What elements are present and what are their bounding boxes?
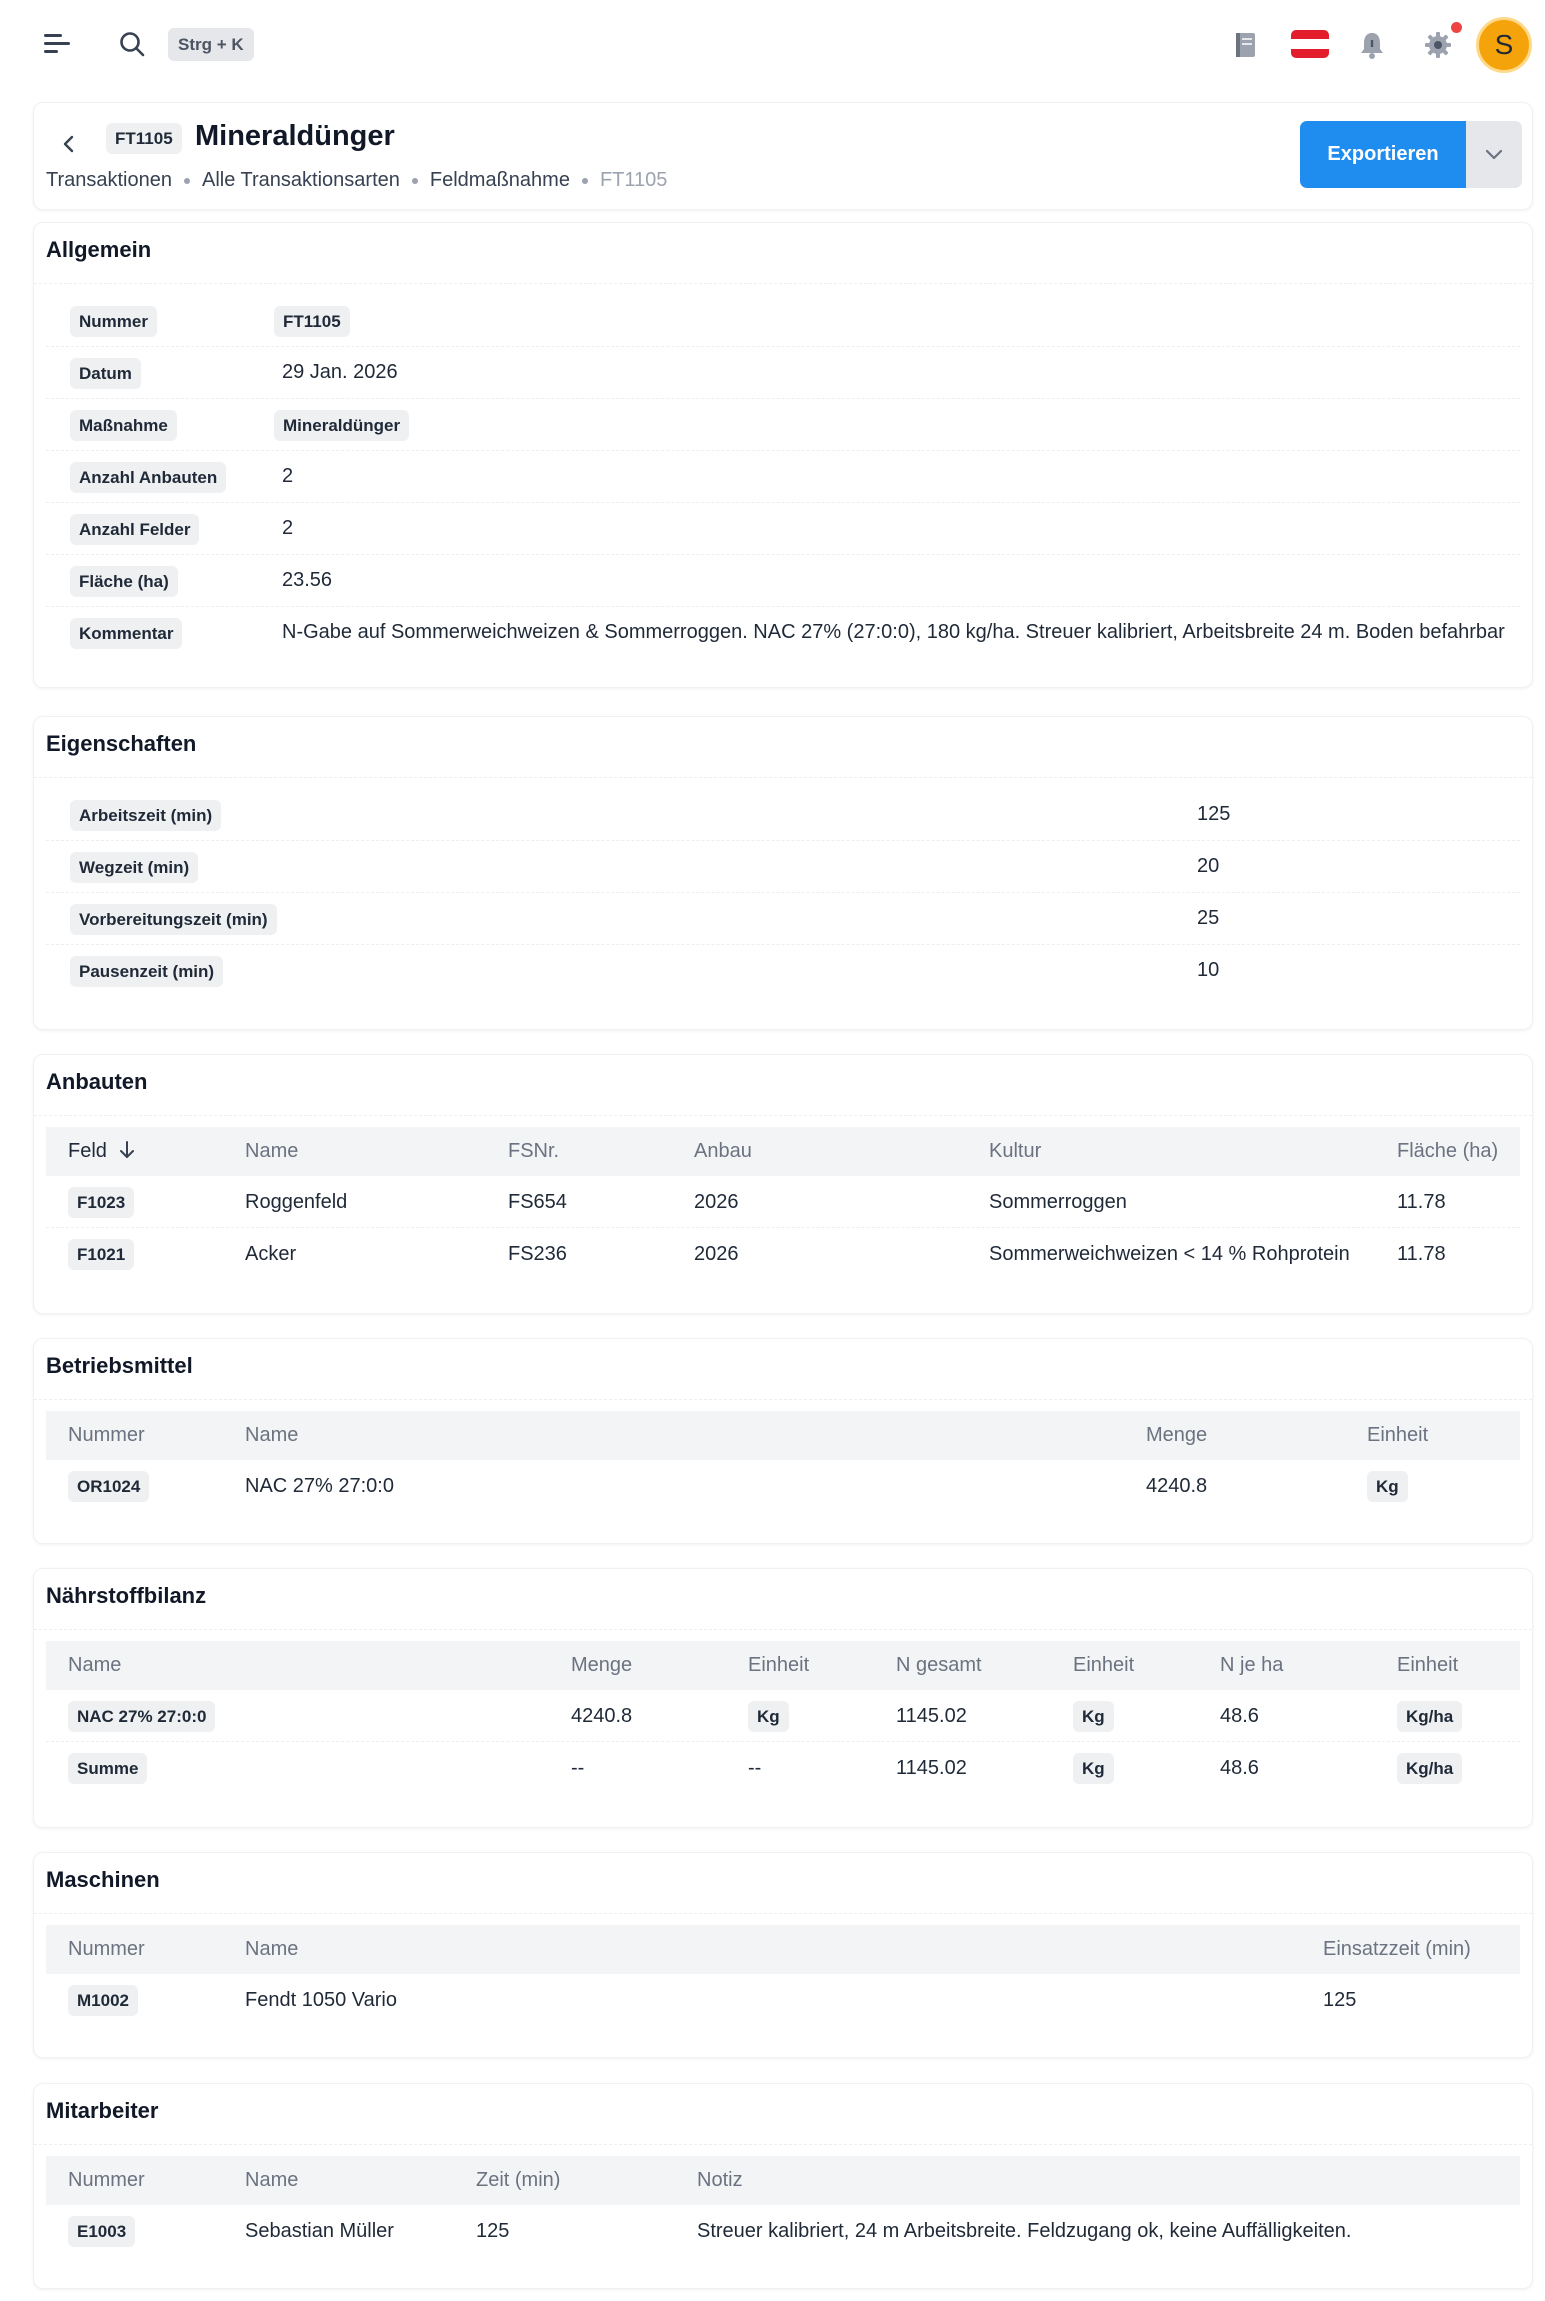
column-header[interactable]: Notiz <box>697 2169 743 2191</box>
column-header[interactable]: Name <box>245 1424 299 1446</box>
section-title: Betriebsmittel <box>46 1353 193 1378</box>
section-maschinen <box>33 1852 1533 2058</box>
column-header[interactable]: Einheit <box>748 1654 810 1676</box>
kv-row <box>46 607 1520 659</box>
table-cell: Sommerroggen <box>989 1191 1127 1213</box>
breadcrumb-item[interactable]: Transaktionen <box>46 169 172 191</box>
export-button[interactable]: Exportieren <box>1300 121 1466 188</box>
kv-label: Pausenzeit (min) <box>70 956 223 987</box>
table-cell: FS236 <box>508 1243 567 1265</box>
table-cell: 4240.8 <box>571 1705 633 1727</box>
table-row[interactable] <box>46 1228 1520 1280</box>
column-header[interactable]: Name <box>245 1140 299 1162</box>
menu-icon[interactable] <box>44 32 70 56</box>
field-chip: F1023 <box>68 1187 134 1218</box>
column-header[interactable]: N gesamt <box>896 1654 982 1676</box>
field-chip: F1021 <box>68 1239 134 1270</box>
table-cell: -- <box>571 1757 585 1779</box>
table-cell: 1145.02 <box>896 1705 967 1727</box>
table-row[interactable] <box>46 1176 1520 1228</box>
section-eigenschaften <box>33 716 1533 1030</box>
table-cell: 2026 <box>694 1191 739 1213</box>
section-mitarbeiter <box>33 2083 1533 2289</box>
avatar[interactable]: S <box>1476 17 1532 73</box>
column-header[interactable]: Einheit <box>1073 1654 1135 1676</box>
unit-chip: Kg/ha <box>1397 1701 1462 1732</box>
kv-row <box>46 945 1520 997</box>
book-icon[interactable] <box>1228 28 1262 62</box>
kv-value: 2 <box>282 465 294 487</box>
id-chip: M1002 <box>68 1985 138 2016</box>
column-header[interactable]: Einheit <box>1367 1424 1429 1446</box>
table-cell: 48.6 <box>1220 1757 1259 1779</box>
section-naehrstoffbilanz <box>33 1568 1533 1828</box>
kv-value: 29 Jan. 2026 <box>282 361 398 383</box>
kv-label: Wegzeit (min) <box>70 852 198 883</box>
breadcrumb <box>46 169 667 192</box>
kv-value: 20 <box>1197 855 1220 877</box>
table-cell: Streuer kalibriert, 24 m Arbeitsbreite. Feldzugang ok, keine Auffälligkeiten. <box>697 2220 1352 2242</box>
kv-value: 125 <box>1197 803 1231 825</box>
chevron-down-icon <box>1466 121 1522 188</box>
table-header <box>46 1411 1520 1460</box>
kv-row <box>46 295 1520 347</box>
table-cell: NAC 27% 27:0:0 <box>245 1475 394 1497</box>
id-chip: OR1024 <box>68 1471 149 1502</box>
section-anbauten <box>33 1054 1533 1314</box>
page-title: Mineraldünger <box>195 120 395 152</box>
kv-label: Nummer <box>70 306 157 337</box>
kv-value: 25 <box>1197 907 1220 929</box>
unit-chip: Kg <box>1367 1471 1408 1502</box>
austria-flag-icon[interactable] <box>1291 30 1329 58</box>
kv-value-chip: FT1105 <box>274 306 350 337</box>
section-title: Maschinen <box>46 1867 160 1892</box>
kv-value: 23.56 <box>282 569 333 591</box>
table-cell: Sommerweichweizen < 14 % Rohprotein <box>989 1243 1350 1265</box>
back-icon[interactable] <box>58 127 80 161</box>
kv-label: Fläche (ha) <box>70 566 178 597</box>
table-row[interactable] <box>46 1690 1520 1742</box>
kv-row <box>46 503 1520 555</box>
kv-value-chip: Mineraldünger <box>274 410 409 441</box>
kv-row <box>46 789 1520 841</box>
kv-label: Datum <box>70 358 141 389</box>
table-cell: 4240.8 <box>1146 1475 1208 1497</box>
section-title: Allgemein <box>46 237 152 262</box>
unit-chip: Kg <box>748 1701 789 1732</box>
section-betriebsmittel <box>33 1338 1533 1544</box>
kv-value: 10 <box>1197 959 1220 981</box>
section-allgemein <box>33 222 1533 688</box>
column-header[interactable]: Name <box>68 1654 122 1676</box>
table-cell: Roggenfeld <box>245 1191 348 1213</box>
table-header <box>46 2156 1520 2205</box>
breadcrumb-current: FT1105 <box>599 169 668 191</box>
name-chip: NAC 27% 27:0:0 <box>68 1701 215 1732</box>
kv-row <box>46 841 1520 893</box>
kv-row <box>46 451 1520 503</box>
breadcrumb-item[interactable]: Alle Transaktionsarten <box>202 169 400 191</box>
kv-row <box>46 399 1520 451</box>
column-header[interactable]: FSNr. <box>508 1140 560 1162</box>
sort-arrow-down-icon <box>118 1140 136 1160</box>
search-icon[interactable] <box>118 30 146 58</box>
section-title: Mitarbeiter <box>46 2098 159 2123</box>
bell-icon[interactable] <box>1355 28 1389 62</box>
notification-dot <box>1451 22 1462 33</box>
section-title: Eigenschaften <box>46 731 197 756</box>
top-bar <box>0 0 1545 90</box>
table-cell: 11.78 <box>1397 1243 1446 1265</box>
table-cell: 48.6 <box>1220 1705 1259 1727</box>
table-row[interactable] <box>46 1742 1520 1794</box>
kv-label: Anzahl Anbauten <box>70 462 226 493</box>
column-header[interactable]: Name <box>245 1938 299 1960</box>
header-card <box>33 102 1533 210</box>
kv-value: 2 <box>282 517 294 539</box>
search-shortcut-hint[interactable]: Strg + K <box>168 28 254 61</box>
column-header[interactable]: Zeit (min) <box>476 2169 561 2191</box>
table-cell: Fendt 1050 Vario <box>245 1989 397 2011</box>
table-cell: 11.78 <box>1397 1191 1446 1213</box>
kv-label: Kommentar <box>70 618 182 649</box>
table-cell: Sebastian Müller <box>245 2220 394 2242</box>
gear-icon[interactable] <box>1421 28 1455 62</box>
table-cell: 125 <box>1323 1989 1357 2011</box>
kv-label: Maßnahme <box>70 410 177 441</box>
column-header[interactable]: Menge <box>1146 1424 1208 1446</box>
table-header <box>46 1127 1520 1176</box>
table-cell: -- <box>748 1757 762 1779</box>
breadcrumb-item[interactable]: Feldmaßnahme <box>429 169 570 191</box>
column-header-feld[interactable]: Feld <box>68 1140 136 1163</box>
column-header[interactable]: Nummer <box>68 1938 145 1960</box>
table-cell: FS654 <box>508 1191 567 1213</box>
column-header[interactable]: Einheit <box>1397 1654 1459 1676</box>
kv-label: Arbeitszeit (min) <box>70 800 221 831</box>
table-cell: Acker <box>245 1243 297 1265</box>
column-header[interactable]: Menge <box>571 1654 633 1676</box>
column-header[interactable]: Einsatzzeit (min) <box>1323 1938 1471 1960</box>
section-title: Nährstoffbilanz <box>46 1583 207 1608</box>
section-title: Anbauten <box>46 1069 148 1094</box>
id-chip: E1003 <box>68 2216 135 2247</box>
table-cell: 2026 <box>694 1243 739 1265</box>
table-cell: 125 <box>476 2220 510 2242</box>
kv-label: Anzahl Felder <box>70 514 199 545</box>
column-header[interactable]: Nummer <box>68 1424 145 1446</box>
table-row[interactable] <box>46 1460 1520 1512</box>
kv-row <box>46 893 1520 945</box>
kv-row <box>46 555 1520 607</box>
column-header[interactable]: N je ha <box>1220 1654 1284 1676</box>
column-header[interactable]: Name <box>245 2169 299 2191</box>
column-header[interactable]: Fläche (ha) <box>1397 1140 1499 1162</box>
kv-row <box>46 347 1520 399</box>
export-dropdown-button[interactable] <box>1466 121 1522 188</box>
column-header[interactable]: Kultur <box>989 1140 1042 1162</box>
column-header[interactable]: Nummer <box>68 2169 145 2191</box>
unit-chip: Kg <box>1073 1753 1114 1784</box>
unit-chip: Kg <box>1073 1701 1114 1732</box>
table-row[interactable] <box>46 1974 1520 2026</box>
unit-chip: Kg/ha <box>1397 1753 1462 1784</box>
table-cell: 1145.02 <box>896 1757 967 1779</box>
table-header <box>46 1641 1520 1690</box>
kv-label: Vorbereitungszeit (min) <box>70 904 277 935</box>
name-chip: Summe <box>68 1753 147 1784</box>
table-row[interactable] <box>46 2205 1520 2257</box>
kv-value: N-Gabe auf Sommerweichweizen & Sommerroggen. NAC 27% (27:0:0), 180 kg/ha. Streuer kalibriert, Arbeitsbreite 24 m. Boden befahrbar <box>282 621 1505 643</box>
column-header[interactable]: Anbau <box>694 1140 752 1162</box>
record-id-chip: FT1105 <box>106 123 182 154</box>
table-header <box>46 1925 1520 1974</box>
